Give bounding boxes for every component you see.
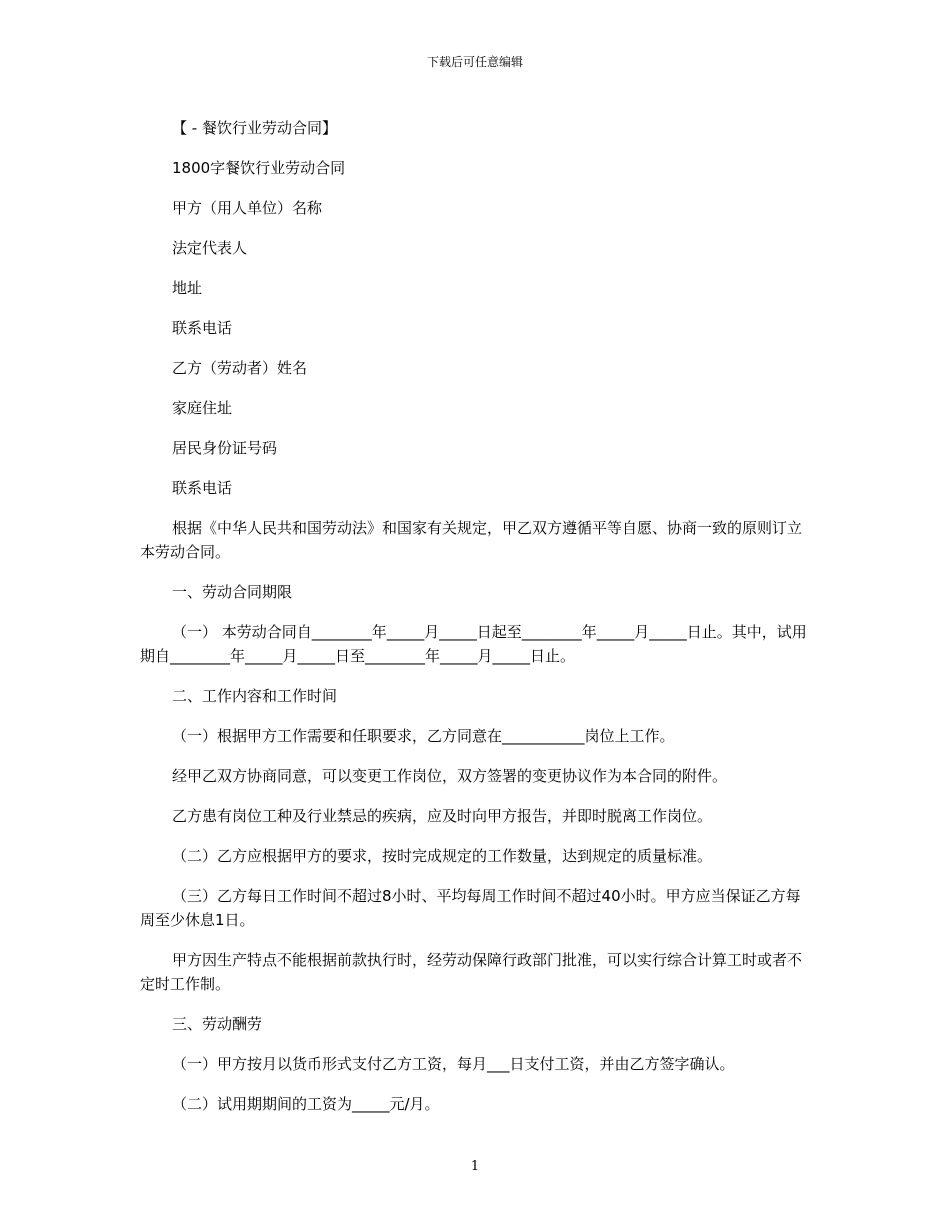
contract-title: 【 - 餐饮行业劳动合同】 [172, 119, 337, 137]
work-quantity-paragraph: （二）乙方应根据甲方的要求，按时完成规定的工作数量，达到规定的质量标准。 [172, 847, 713, 865]
probation-salary-paragraph: （二）试用期期间的工资为_____元/月。 [172, 1095, 440, 1113]
preamble-paragraph: 根据《中华人民共和国劳动法》和国家有关规定，甲乙双方遵循平等自愿、协商一致的原则订立本劳动合同。 [140, 519, 803, 561]
party-b-name-line: 乙方（劳动者）姓名 [172, 359, 308, 377]
page-number: 1 [470, 1159, 480, 1174]
flexible-hours-paragraph: 甲方因生产特点不能根据前款执行时，经劳动保障行政部门批准，可以实行综合计算工时或者不定时工作制。 [140, 951, 803, 993]
disease-report-paragraph: 乙方患有岗位工种及行业禁忌的疾病，应及时向甲方报告，并即时脱离工作岗位。 [172, 807, 713, 825]
party-b-phone-line: 联系电话 [172, 479, 233, 497]
party-a-phone-line: 联系电话 [172, 319, 233, 337]
position-change-paragraph: 经甲乙双方协商同意，可以变更工作岗位，双方签署的变更协议作为本合同的附件。 [172, 767, 728, 785]
salary-payment-paragraph: （一）甲方按月以货币形式支付乙方工资，每月___日支付工资，并由乙方签字确认。 [172, 1055, 735, 1073]
contract-subtitle: 1800字餐饮行业劳动合同 [172, 159, 346, 177]
section-2-heading: 二、工作内容和工作时间 [172, 687, 338, 705]
legal-representative-line: 法定代表人 [172, 239, 248, 257]
working-hours-paragraph: （三）乙方每日工作时间不超过8小时、平均每周工作时间不超过40小时。甲方应当保证乙方每周至少休息1日。 [140, 887, 801, 929]
work-position-paragraph: （一）根据甲方工作需要和任职要求，乙方同意在___________岗位上工作。 [172, 727, 675, 745]
contract-term-paragraph: （一） 本劳动合同自________年_____月_____日起至________年_____月_____日止。其中，试用期自________年_____月_____日至________年_____月_____日止。 [140, 623, 807, 665]
page-header-note: 下载后可任意编辑 [426, 55, 523, 69]
section-1-heading: 一、劳动合同期限 [172, 583, 293, 601]
section-3-heading: 三、劳动酬劳 [172, 1015, 263, 1033]
party-a-name-line: 甲方（用人单位）名称 [172, 199, 323, 217]
document-body [140, 116, 810, 1132]
id-number-line: 居民身份证号码 [172, 439, 278, 457]
home-address-line: 家庭住址 [172, 399, 233, 417]
address-line: 地址 [172, 279, 203, 297]
